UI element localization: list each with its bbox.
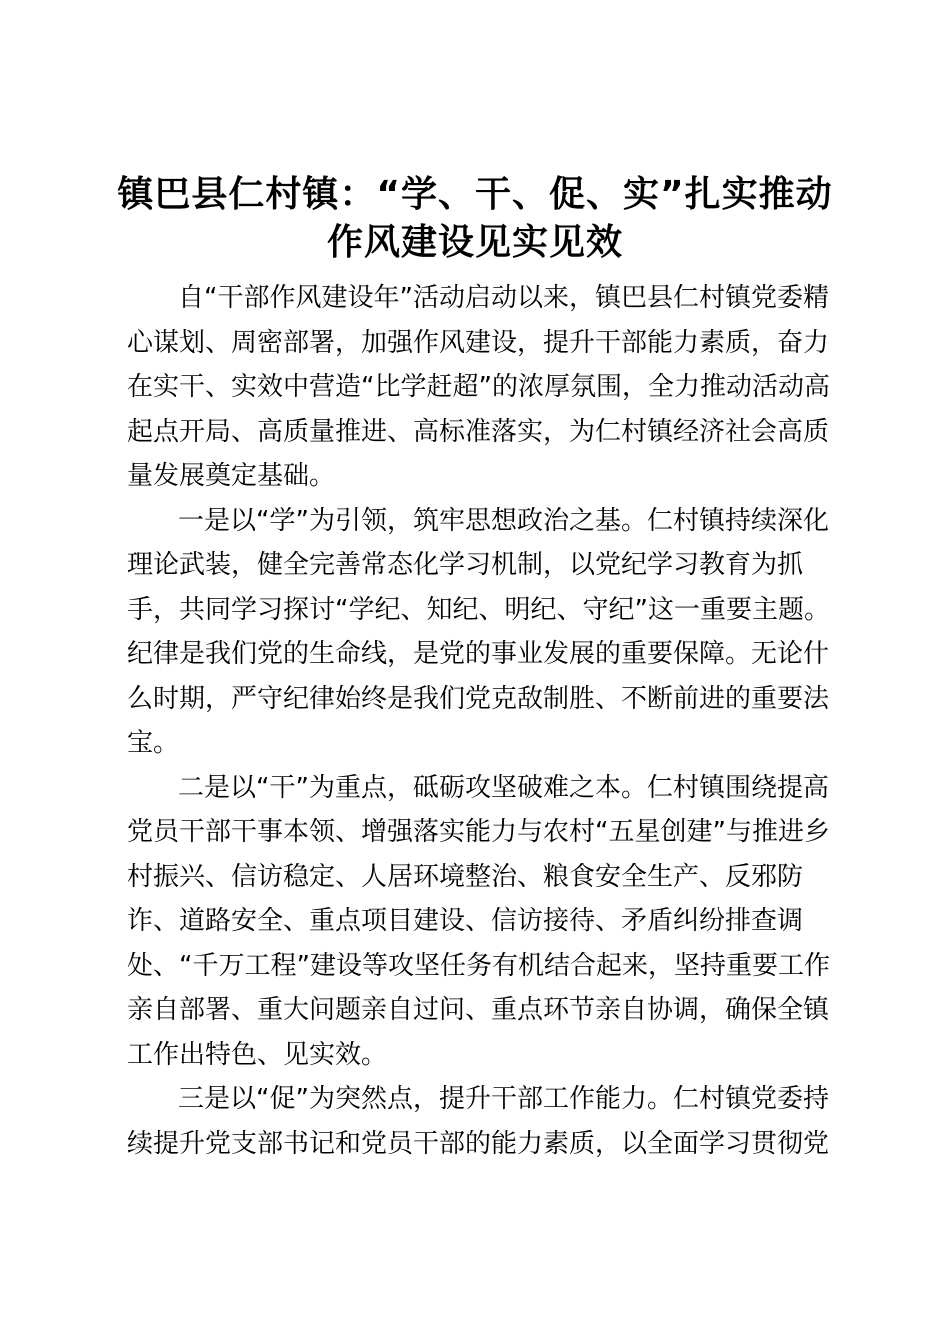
paragraph-2-line-1: 一是以“学”为引领，筑牢思想政治之基。仁村镇持续深化 — [178, 506, 829, 536]
paragraph-2-line-5: 么时期，严守纪律始终是我们党克敌制胜、不断前进的重要法 — [127, 684, 830, 714]
paragraph-3-line-2: 党员干部干事本领、增强落实能力与农村“五星创建”与推进乡 — [127, 817, 830, 847]
paragraph-1-line-2: 心谋划、周密部署，加强作风建设，提升干部能力素质，奋力 — [127, 328, 830, 358]
paragraph-4-line-2: 续提升党支部书记和党员干部的能力素质，以全面学习贯彻党 — [127, 1129, 830, 1159]
paragraph-4-line-1: 三是以“促”为突然点，提升干部工作能力。仁村镇党委持 — [178, 1084, 829, 1114]
paragraph-2-line-4: 纪律是我们党的生命线，是党的事业发展的重要保障。无论什 — [127, 639, 830, 669]
paragraph-3-line-4: 诈、道路安全、重点项目建设、信访接待、矛盾纠纷排查调 — [127, 906, 804, 936]
paragraph-1-line-3: 在实干、实效中营造“比学赶超”的浓厚氛围，全力推动活动高 — [127, 372, 830, 402]
paragraph-1-line-5: 量发展奠定基础。 — [127, 461, 336, 491]
paragraph-3-line-7: 工作出特色、见实效。 — [127, 1040, 388, 1070]
paragraph-3-line-1: 二是以“干”为重点，砥砺攻坚破难之本。仁村镇围绕提高 — [178, 773, 829, 803]
paragraph-2-line-2: 理论武装，健全完善常态化学习机制，以党纪学习教育为抓 — [127, 550, 804, 580]
paragraph-3-line-6: 亲自部署、重大问题亲自过问、重点环节亲自协调，确保全镇 — [127, 995, 830, 1025]
paragraph-3-line-5: 处、“千万工程”建设等攻坚任务有机结合起来，坚持重要工作 — [127, 951, 830, 981]
document-title-line-2: 作风建设见实见效 — [326, 222, 623, 263]
paragraph-1-line-1: 自“干部作风建设年”活动启动以来，镇巴县仁村镇党委精 — [178, 283, 829, 313]
paragraph-2-line-6: 宝。 — [127, 728, 180, 758]
paragraph-1-line-4: 起点开局、高质量推进、高标准落实，为仁村镇经济社会高质 — [127, 417, 830, 447]
document-title-line-1: 镇巴县仁村镇：“学、干、促、实”扎实推动 — [117, 174, 833, 215]
paragraph-3-line-3: 村振兴、信访稳定、人居环境整治、粮食安全生产、反邪防 — [127, 862, 804, 892]
paragraph-2-line-3: 手，共同学习探讨“学纪、知纪、明纪、守纪”这一重要主题。 — [127, 595, 830, 625]
